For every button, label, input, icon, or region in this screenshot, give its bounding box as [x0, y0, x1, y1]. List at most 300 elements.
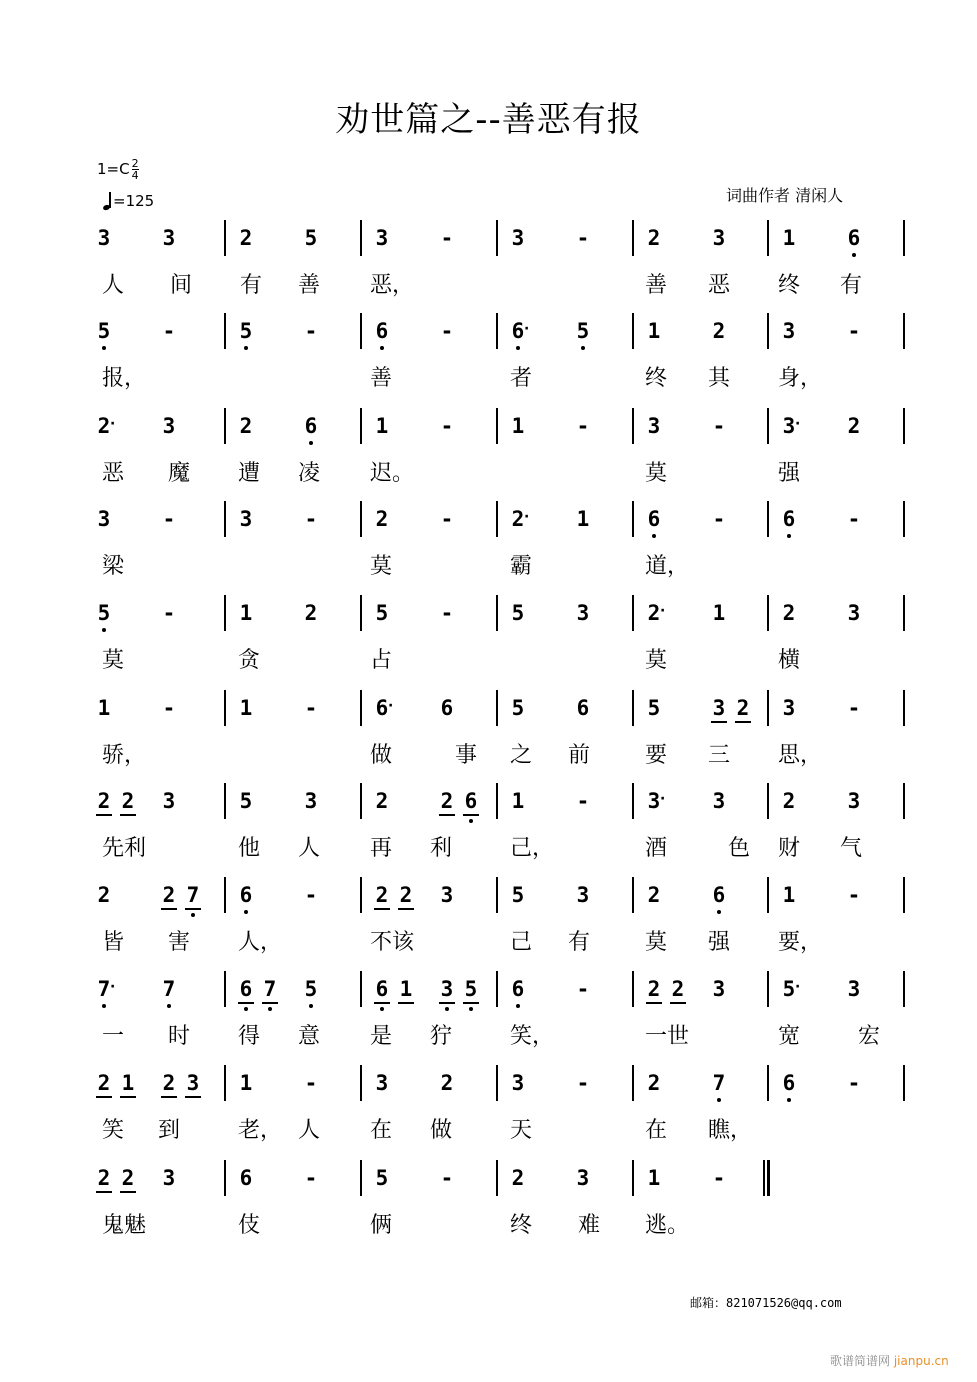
lyric: 骄， [102, 743, 147, 768]
lyric: 老， [238, 1118, 283, 1143]
staff-row: 5 - 1 2 5 - 5 3 2 · 1 2 3 莫 贪 占 莫 横 [0, 615, 977, 709]
note: 3 [647, 789, 661, 813]
barline [632, 595, 634, 631]
note: 2 [440, 1071, 454, 1095]
barline [360, 1065, 362, 1101]
barline [767, 1065, 769, 1101]
note: 2 [847, 414, 861, 438]
lyric: 善 [298, 273, 321, 298]
barline [632, 313, 634, 349]
watermark: 歌谱简谱网 jianpu.cn [830, 1354, 949, 1368]
note: 2 [647, 601, 661, 625]
barline [224, 1065, 226, 1101]
dash-extension: - [440, 601, 454, 625]
lyric: 宏 [858, 1024, 881, 1049]
lyric: 终 [778, 273, 801, 298]
barline [767, 877, 769, 913]
barline [903, 595, 905, 631]
note: 3 [711, 695, 727, 723]
note: 3 [782, 319, 796, 343]
note: 2 [97, 414, 111, 438]
barline [632, 877, 634, 913]
barline [496, 971, 498, 1007]
barline [224, 313, 226, 349]
dash-extension: - [162, 319, 176, 343]
song-title: 劝世篇之--善恶有报 [335, 100, 642, 140]
dash-extension: - [576, 1071, 590, 1095]
staff-row [0, 883, 977, 991]
note: 5 [239, 789, 253, 813]
lyric: 俩 [370, 1213, 393, 1238]
note: 6 [647, 507, 661, 531]
lyric: 强 [708, 930, 731, 955]
lyric: 鬼魅 [102, 1213, 147, 1238]
note: 6 [440, 696, 454, 720]
note: 1 [239, 696, 253, 720]
barline [903, 1065, 905, 1101]
note: 1 [120, 1070, 136, 1098]
note: 5 [511, 883, 525, 907]
dash-extension: - [712, 1166, 726, 1190]
note: 3 [439, 976, 455, 1004]
note: 3 [375, 226, 389, 250]
lyric: 报， [102, 366, 147, 391]
note: 7 [262, 976, 278, 1004]
barline [903, 783, 905, 819]
lyric: 终 [645, 366, 668, 391]
lyric: 要， [778, 930, 823, 955]
note: 3 [97, 507, 111, 531]
lyric: 有 [240, 273, 263, 298]
dash-extension: - [576, 414, 590, 438]
lyric: 人 [298, 1118, 321, 1143]
barline [224, 501, 226, 537]
barline [224, 877, 226, 913]
barline [903, 313, 905, 349]
lyric: 先利 [102, 836, 147, 861]
note: 3 [185, 1070, 201, 1098]
dash-extension: - [304, 1166, 318, 1190]
note: 6 [375, 696, 389, 720]
lyric: 瞧， [708, 1118, 753, 1143]
barline [767, 313, 769, 349]
note: 5 [647, 696, 661, 720]
time-signature: $\frac{2}{4}$ [131, 157, 139, 182]
note: 2 [120, 788, 136, 816]
barline [496, 783, 498, 819]
barline [224, 971, 226, 1007]
final-barline [763, 1160, 772, 1196]
barline [224, 1160, 226, 1196]
note: 3 [239, 507, 253, 531]
staff-row [0, 1166, 977, 1274]
note: 3 [576, 883, 590, 907]
dash-extension: - [440, 226, 454, 250]
lyric: 逃。 [645, 1213, 690, 1238]
note: 3 [162, 1166, 176, 1190]
lyric: 莫 [102, 648, 125, 673]
lyric: 再 [370, 836, 393, 861]
note: 2 [782, 601, 796, 625]
note: 2 [120, 1165, 136, 1193]
note: 3 [511, 1071, 525, 1095]
dash-extension: - [576, 789, 590, 813]
lyric: 占 [370, 648, 393, 673]
lyric: 做 [370, 743, 393, 768]
note: 1 [239, 1071, 253, 1095]
note: 1 [647, 1166, 661, 1190]
dash-extension: - [847, 883, 861, 907]
lyric: 意 [298, 1024, 321, 1049]
note: 3 [782, 414, 796, 438]
lyric: 难 [578, 1213, 601, 1238]
dash-extension: - [576, 977, 590, 1001]
barline [360, 877, 362, 913]
note: 2 [304, 601, 318, 625]
note: 2 [511, 507, 525, 531]
lyric: 己 [510, 930, 533, 955]
note: 2 [161, 882, 177, 910]
lyric: 皆 [102, 930, 125, 955]
note: 2 [239, 414, 253, 438]
note: 1 [782, 883, 796, 907]
barline [496, 408, 498, 444]
dash-extension: - [712, 414, 726, 438]
lyric: 是 [370, 1024, 393, 1049]
lyric: 迟。 [370, 461, 415, 486]
barline [224, 220, 226, 256]
barline [767, 595, 769, 631]
note: 3 [847, 789, 861, 813]
lyric: 有 [840, 273, 863, 298]
staff-row: 2 · 3 2 6 1 - 1 - 3 - 3 · 2 恶 魔 遭 凌 迟。 莫 强 [0, 428, 977, 522]
lyric: 遭 [238, 461, 261, 486]
lyric: 道， [645, 554, 690, 579]
lyric: 利 [430, 836, 453, 861]
note: 5 [576, 319, 590, 343]
staff-row [0, 1071, 977, 1179]
note: 6 [239, 883, 253, 907]
lyric: 色 [728, 836, 751, 861]
note: 6 [782, 507, 796, 531]
staff-row: 3 - 3 - 2 - 2 · 1 6 - 6 - 梁 莫 霸 道， [0, 521, 977, 615]
barline [496, 595, 498, 631]
note: 7 [162, 977, 176, 1001]
note: 2 [96, 1165, 112, 1193]
note: 7 [185, 882, 201, 910]
lyric: 财 [778, 836, 801, 861]
barline [224, 595, 226, 631]
note: 2 [398, 882, 414, 910]
note: 5 [97, 319, 111, 343]
barline [767, 690, 769, 726]
lyric: 前 [568, 743, 591, 768]
note: 5 [463, 976, 479, 1004]
dash-extension: - [304, 319, 318, 343]
barline [360, 1160, 362, 1196]
dash-extension: - [440, 319, 454, 343]
staff-row [0, 226, 977, 334]
note: 6 [782, 1071, 796, 1095]
lyric: 己， [510, 836, 555, 861]
lyric: 思， [778, 743, 823, 768]
note: 5 [375, 1166, 389, 1190]
barline [903, 408, 905, 444]
note: 7 [712, 1071, 726, 1095]
barline [496, 690, 498, 726]
note: 3 [847, 977, 861, 1001]
barline [360, 595, 362, 631]
barline [903, 501, 905, 537]
note: 5 [511, 696, 525, 720]
note: 5 [511, 601, 525, 625]
barline [767, 220, 769, 256]
barline [767, 783, 769, 819]
lyric: 莫 [370, 554, 393, 579]
barline [903, 877, 905, 913]
lyric: 莫 [645, 930, 668, 955]
lyric: 贪 [238, 648, 261, 673]
note: 3 [97, 226, 111, 250]
note: 6 [239, 1166, 253, 1190]
lyric: 恶 [708, 273, 731, 298]
dash-extension: - [847, 319, 861, 343]
quarter-note-icon [103, 192, 113, 210]
lyric: 天 [510, 1118, 533, 1143]
barline [496, 313, 498, 349]
note: 3 [647, 414, 661, 438]
note: 2 [439, 788, 455, 816]
note: 2 [670, 976, 686, 1004]
lyric: 伎 [238, 1213, 261, 1238]
note: 2 [374, 882, 390, 910]
key-signature [97, 158, 139, 181]
note: 1 [97, 696, 111, 720]
note: 3 [162, 226, 176, 250]
dash-extension: - [304, 883, 318, 907]
lyric: 恶 [102, 461, 125, 486]
note: 3 [712, 977, 726, 1001]
note: 1 [511, 789, 525, 813]
staff-row: 7 · 7 6 7 5 6 1 3 5 6 - 2 2 3 5 · 3 一 时 得 意 是 狞 笑， 一世 宽 宏 [0, 991, 977, 1085]
note: 6 [375, 319, 389, 343]
note: 2 [97, 883, 111, 907]
barline [903, 220, 905, 256]
note: 3 [162, 789, 176, 813]
lyric: 在 [370, 1118, 393, 1143]
lyric: 时 [168, 1024, 191, 1049]
barline [496, 1065, 498, 1101]
lyric: 魔 [168, 461, 191, 486]
lyric: 善 [645, 273, 668, 298]
note: 5 [239, 319, 253, 343]
dash-extension: - [847, 507, 861, 531]
lyric: 莫 [645, 461, 668, 486]
barline [496, 220, 498, 256]
note: 2 [782, 789, 796, 813]
barline [360, 690, 362, 726]
note: 5 [304, 977, 318, 1001]
note: 6 [712, 883, 726, 907]
lyric: 霸 [510, 554, 533, 579]
lyric: 终 [510, 1213, 533, 1238]
note: 3 [576, 1166, 590, 1190]
note: 2 [375, 789, 389, 813]
lyric: 笑 [102, 1118, 125, 1143]
lyric: 得 [238, 1024, 261, 1049]
note: 6 [576, 696, 590, 720]
contact-email: 邮箱：821071526@qq.com [690, 1296, 842, 1310]
note: 3 [440, 883, 454, 907]
note: 1 [375, 414, 389, 438]
dash-extension: - [440, 414, 454, 438]
dash-extension: - [440, 507, 454, 531]
barline [224, 690, 226, 726]
dash-extension: - [576, 226, 590, 250]
barline [360, 971, 362, 1007]
note: 1 [647, 319, 661, 343]
barline [903, 690, 905, 726]
note: 2 [647, 883, 661, 907]
lyric: 其 [708, 366, 731, 391]
lyric: 莫 [645, 648, 668, 673]
staff-row: 2 2 3 5 3 2 2 6 1 - 3 · 3 2 3 先利 他 人 再 利 己， 酒 色 财 气 [0, 803, 977, 897]
note: 6 [374, 976, 390, 1004]
barline [224, 408, 226, 444]
lyric: 要 [645, 743, 668, 768]
lyric: 不该 [370, 930, 415, 955]
barline [632, 1065, 634, 1101]
lyric: 之 [510, 743, 533, 768]
note: 6 [304, 414, 318, 438]
lyric: 有 [568, 930, 591, 955]
barline [224, 783, 226, 819]
barline [496, 501, 498, 537]
note: 3 [162, 414, 176, 438]
lyric: 到 [158, 1118, 181, 1143]
note: 3 [304, 789, 318, 813]
dash-extension: - [440, 1166, 454, 1190]
note: 3 [847, 601, 861, 625]
barline [903, 971, 905, 1007]
lyric: 梁 [102, 554, 125, 579]
note: 2 [647, 1071, 661, 1095]
lyric: 笑， [510, 1024, 555, 1049]
note: 3 [712, 226, 726, 250]
barline [632, 783, 634, 819]
note: 2 [712, 319, 726, 343]
note: 2 [735, 695, 751, 723]
lyric: 人， [238, 930, 283, 955]
lyric: 间 [170, 273, 193, 298]
barline [767, 501, 769, 537]
lyric: 狞 [430, 1024, 453, 1049]
lyric: 事 [455, 743, 478, 768]
note: 1 [398, 976, 414, 1004]
barline [360, 408, 362, 444]
lyric: 一 [102, 1024, 125, 1049]
lyric: 他 [238, 836, 261, 861]
note: 1 [712, 601, 726, 625]
lyric: 人 [102, 273, 125, 298]
note: 1 [239, 601, 253, 625]
barline [632, 971, 634, 1007]
author-credit: 词曲作者 清闲人 [726, 186, 844, 205]
note: 2 [647, 226, 661, 250]
note: 2 [239, 226, 253, 250]
barline [496, 1160, 498, 1196]
dash-extension: - [304, 696, 318, 720]
barline [360, 783, 362, 819]
note: 5 [97, 601, 111, 625]
note: 3 [712, 789, 726, 813]
dash-extension: - [847, 1071, 861, 1095]
barline [360, 501, 362, 537]
dash-extension: - [712, 507, 726, 531]
note: 3 [576, 601, 590, 625]
note: 6 [511, 977, 525, 1001]
note: 3 [375, 1071, 389, 1095]
note: 5 [782, 977, 796, 1001]
note: 6 [463, 788, 479, 816]
dash-extension: - [162, 507, 176, 531]
lyric: 害 [168, 930, 191, 955]
barline [360, 313, 362, 349]
note: 3 [782, 696, 796, 720]
lyric: 善 [370, 366, 393, 391]
lyric: 强 [778, 461, 801, 486]
barline [767, 971, 769, 1007]
barline [632, 501, 634, 537]
note: 3 [511, 226, 525, 250]
lyric: 酒 [645, 836, 668, 861]
note: 2 [375, 507, 389, 531]
note: 2 [511, 1166, 525, 1190]
dash-extension: - [304, 507, 318, 531]
barline [632, 1160, 634, 1196]
note: 6 [238, 976, 254, 1004]
note: 1 [511, 414, 525, 438]
lyric: 宽 [778, 1024, 801, 1049]
note: 2 [96, 1070, 112, 1098]
lyric: 一世 [645, 1024, 690, 1049]
note: 5 [375, 601, 389, 625]
note: 1 [782, 226, 796, 250]
lyric: 凌 [298, 461, 321, 486]
tempo-marking: =125 [103, 192, 154, 210]
note: 1 [576, 507, 590, 531]
staff-row: 1 - 1 - 6 · 6 5 6 5 3 2 3 - 骄， 做 事 之 前 要 三 思， [0, 710, 977, 804]
barline [632, 690, 634, 726]
note: 5 [304, 226, 318, 250]
note: 6 [847, 226, 861, 250]
lyric: 做 [430, 1118, 453, 1143]
barline [496, 877, 498, 913]
lyric: 气 [840, 836, 863, 861]
barline [360, 220, 362, 256]
lyric: 身， [778, 366, 823, 391]
dash-extension: - [162, 696, 176, 720]
dash-extension: - [304, 1071, 318, 1095]
note: 7 [97, 977, 111, 1001]
note: 2 [96, 788, 112, 816]
lyric: 横 [778, 648, 801, 673]
note: 6 [511, 319, 525, 343]
barline [632, 408, 634, 444]
lyric: 者 [510, 366, 533, 391]
dash-extension: - [847, 696, 861, 720]
lyric: 人 [298, 836, 321, 861]
